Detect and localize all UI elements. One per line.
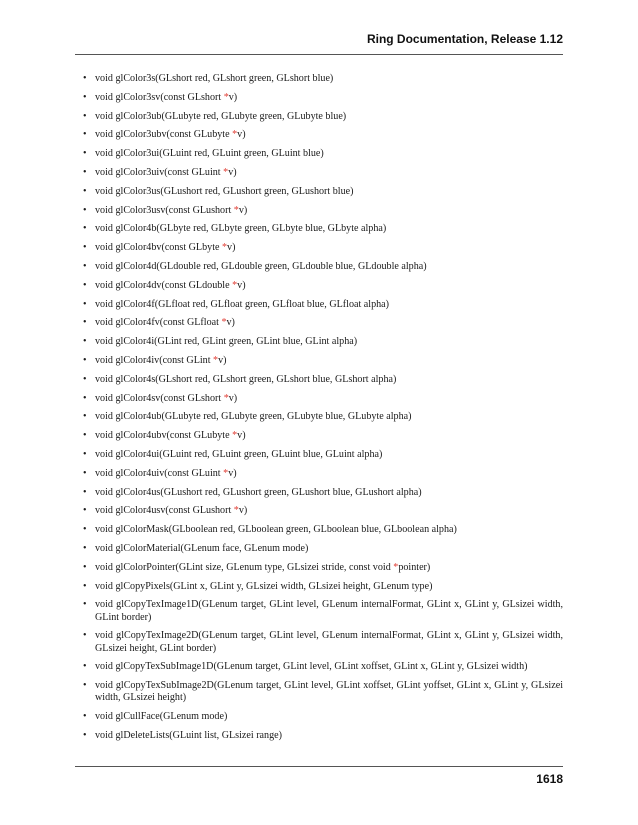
function-signature-item	[75, 487, 563, 500]
signature-text-tail: v)	[238, 204, 248, 216]
function-signature-item	[75, 73, 563, 86]
bullet-icon: •	[83, 336, 87, 348]
function-signature-item	[75, 205, 563, 218]
bullet-icon: •	[83, 710, 87, 722]
signature-text: void glColor4bv(const GLbyte	[95, 242, 222, 254]
function-signature-item	[75, 355, 563, 368]
signature-text: void glColor4ub(GLubyte red, GLubyte green, GLubyte blue, GLubyte alpha)	[95, 411, 412, 423]
function-signature-item	[75, 505, 563, 518]
signature-text-tail: v)	[237, 129, 246, 141]
function-signature-item	[75, 661, 563, 674]
function-signature-item	[75, 148, 563, 161]
pointer-asterisk: *	[213, 354, 219, 366]
signature-text: void glColor4dv(const GLdouble	[95, 279, 233, 291]
function-signature-item	[75, 129, 563, 142]
function-signature-item	[75, 430, 563, 443]
bullet-icon: •	[83, 729, 87, 741]
function-signature-list	[75, 73, 563, 748]
bullet-icon: •	[83, 561, 87, 573]
pointer-asterisk: *	[221, 317, 227, 329]
bullet-icon: •	[83, 223, 87, 235]
signature-text: void glColor4uiv(const GLuint	[95, 467, 224, 479]
footer-divider	[75, 766, 563, 767]
function-signature-item	[75, 562, 563, 575]
function-signature-item	[75, 280, 563, 293]
pointer-asterisk: *	[222, 242, 228, 254]
signature-text-tail: v)	[237, 279, 246, 291]
bullet-icon: •	[83, 185, 87, 197]
bullet-icon: •	[83, 448, 87, 460]
bullet-icon: •	[83, 392, 87, 404]
function-signature-item	[75, 186, 563, 199]
function-signature-item	[75, 92, 563, 105]
bullet-icon: •	[83, 129, 87, 141]
signature-text: void glColor3ubv(const GLubyte	[95, 129, 233, 141]
pointer-asterisk: *	[223, 467, 229, 479]
bullet-icon: •	[83, 298, 87, 310]
pointer-asterisk: *	[223, 166, 229, 178]
function-signature-item	[75, 449, 563, 462]
function-signature-item	[75, 524, 563, 537]
signature-text-tail: pointer)	[398, 561, 431, 573]
signature-text: void glCullFace(GLenum mode)	[95, 710, 228, 722]
function-signature-item	[75, 167, 563, 180]
function-signature-item	[75, 299, 563, 312]
pointer-asterisk: *	[232, 129, 238, 141]
signature-text: void glColor3ub(GLubyte red, GLubyte green, GLubyte blue)	[95, 110, 347, 122]
function-signature-item	[75, 261, 563, 274]
signature-text: void glCopyPixels(GLint x, GLint y, GLsizei width, GLsizei height, GLenum type)	[95, 580, 433, 592]
signature-text-tail: v)	[228, 91, 238, 103]
signature-text: void glColor4i(GLint red, GLint green, GLint blue, GLint alpha)	[95, 336, 358, 348]
signature-text: void glColor3usv(const GLushort	[95, 204, 234, 216]
signature-text: void glCopyTexSubImage1D(GLenum target, GLint level, GLint xoffset, GLint x, GLint y, GLsizei width)	[95, 661, 528, 673]
running-header-title: Ring Documentation, Release 1.12	[366, 32, 563, 46]
signature-text: void glColor4sv(const GLshort	[95, 392, 224, 404]
function-signature-item	[75, 223, 563, 236]
bullet-icon: •	[83, 73, 87, 84]
function-signature-item	[75, 393, 563, 406]
bullet-icon: •	[83, 166, 87, 178]
signature-text: void glColor4d(GLdouble red, GLdouble green, GLdouble blue, GLdouble alpha)	[95, 260, 427, 272]
pointer-asterisk: *	[223, 392, 229, 404]
pointer-asterisk: *	[232, 279, 238, 291]
bullet-icon: •	[83, 599, 87, 611]
signature-text: void glColorPointer(GLint size, GLenum type, GLsizei stride, const void	[95, 561, 394, 573]
function-signature-item	[75, 680, 563, 705]
signature-text: void glColor3uiv(const GLuint	[95, 166, 224, 178]
bullet-icon: •	[83, 430, 87, 442]
bullet-icon: •	[83, 467, 87, 479]
pointer-asterisk: *	[393, 561, 399, 573]
signature-text: void glColor4f(GLfloat red, GLfloat green, GLfloat blue, GLfloat alpha)	[95, 298, 390, 310]
function-signature-item	[75, 317, 563, 330]
bullet-icon: •	[83, 317, 87, 329]
signature-text: void glDeleteLists(GLuint list, GLsizei range)	[95, 729, 282, 741]
pointer-asterisk: *	[223, 91, 229, 103]
bullet-icon: •	[83, 661, 87, 673]
function-signature-item	[75, 711, 563, 724]
signature-text: void glColor3ui(GLuint red, GLuint green, GLuint blue)	[95, 148, 324, 160]
signature-text: void glColor4ubv(const GLubyte	[95, 430, 233, 442]
signature-text: void glColor4s(GLshort red, GLshort green, GLshort blue, GLshort alpha)	[95, 373, 397, 385]
bullet-icon: •	[83, 204, 87, 216]
bullet-icon: •	[83, 486, 87, 498]
function-signature-item	[75, 581, 563, 594]
signature-text: void glColor4b(GLbyte red, GLbyte green, GLbyte blue, GLbyte alpha)	[95, 223, 387, 235]
function-signature-item	[75, 111, 563, 124]
function-signature-item	[75, 468, 563, 481]
signature-text: void glCopyTexImage2D(GLenum target, GLint level, GLenum internalFormat, GLint x, GLint y, GLsizei width, GLsizei height, GLint border)	[95, 630, 563, 654]
pointer-asterisk: *	[233, 204, 239, 216]
signature-text-tail: v)	[227, 242, 236, 254]
bullet-icon: •	[83, 110, 87, 122]
signature-text: void glColor4us(GLushort red, GLushort green, GLushort blue, GLushort alpha)	[95, 486, 422, 498]
header-divider	[75, 54, 563, 55]
pointer-asterisk: *	[232, 430, 238, 442]
bullet-icon: •	[83, 354, 87, 366]
function-signature-item	[75, 242, 563, 255]
signature-text: void glCopyTexImage1D(GLenum target, GLint level, GLenum internalFormat, GLint x, GLint y, GLsizei width, GLint border)	[95, 599, 563, 623]
signature-text-tail: v)	[228, 166, 237, 178]
bullet-icon: •	[83, 242, 87, 254]
bullet-icon: •	[83, 679, 87, 691]
function-signature-item	[75, 630, 563, 655]
page-number: 1618	[536, 772, 563, 786]
signature-text-tail: v)	[226, 317, 235, 329]
bullet-icon: •	[83, 630, 87, 642]
signature-text: void glColor3s(GLshort red, GLshort green, GLshort blue)	[95, 73, 334, 84]
bullet-icon: •	[83, 505, 87, 517]
bullet-icon: •	[83, 260, 87, 272]
signature-text: void glColorMaterial(GLenum face, GLenum mode)	[95, 542, 309, 554]
signature-text: void glColorMask(GLboolean red, GLboolean green, GLboolean blue, GLboolean alpha)	[95, 524, 457, 536]
bullet-icon: •	[83, 524, 87, 536]
function-signature-item	[75, 599, 563, 624]
signature-text: void glColor4usv(const GLushort	[95, 505, 234, 517]
bullet-icon: •	[83, 542, 87, 554]
signature-text-tail: v)	[228, 392, 238, 404]
bullet-icon: •	[83, 148, 87, 160]
bullet-icon: •	[83, 373, 87, 385]
bullet-icon: •	[83, 279, 87, 291]
function-signature-item	[75, 374, 563, 387]
signature-text: void glColor3sv(const GLshort	[95, 91, 224, 103]
signature-text: void glColor4ui(GLuint red, GLuint green, GLuint blue, GLuint alpha)	[95, 448, 383, 460]
signature-text: void glColor3us(GLushort red, GLushort green, GLushort blue)	[95, 185, 354, 197]
function-signature-item	[75, 543, 563, 556]
function-signature-item	[75, 730, 563, 743]
signature-text-tail: v)	[238, 505, 248, 517]
bullet-icon: •	[83, 91, 87, 103]
function-signature-item	[75, 336, 563, 349]
bullet-icon: •	[83, 580, 87, 592]
function-signature-item	[75, 411, 563, 424]
signature-text-tail: v)	[237, 430, 246, 442]
signature-text: void glCopyTexSubImage2D(GLenum target, GLint level, GLint xoffset, GLint yoffset, GLint x, GLint y, GLsizei width, GLsizei height)	[95, 679, 563, 704]
signature-text-tail: v)	[218, 354, 227, 366]
signature-text-tail: v)	[228, 467, 237, 479]
signature-text: void glColor4fv(const GLfloat	[95, 317, 222, 329]
signature-text: void glColor4iv(const GLint	[95, 354, 214, 366]
bullet-icon: •	[83, 411, 87, 423]
pointer-asterisk: *	[233, 505, 239, 517]
